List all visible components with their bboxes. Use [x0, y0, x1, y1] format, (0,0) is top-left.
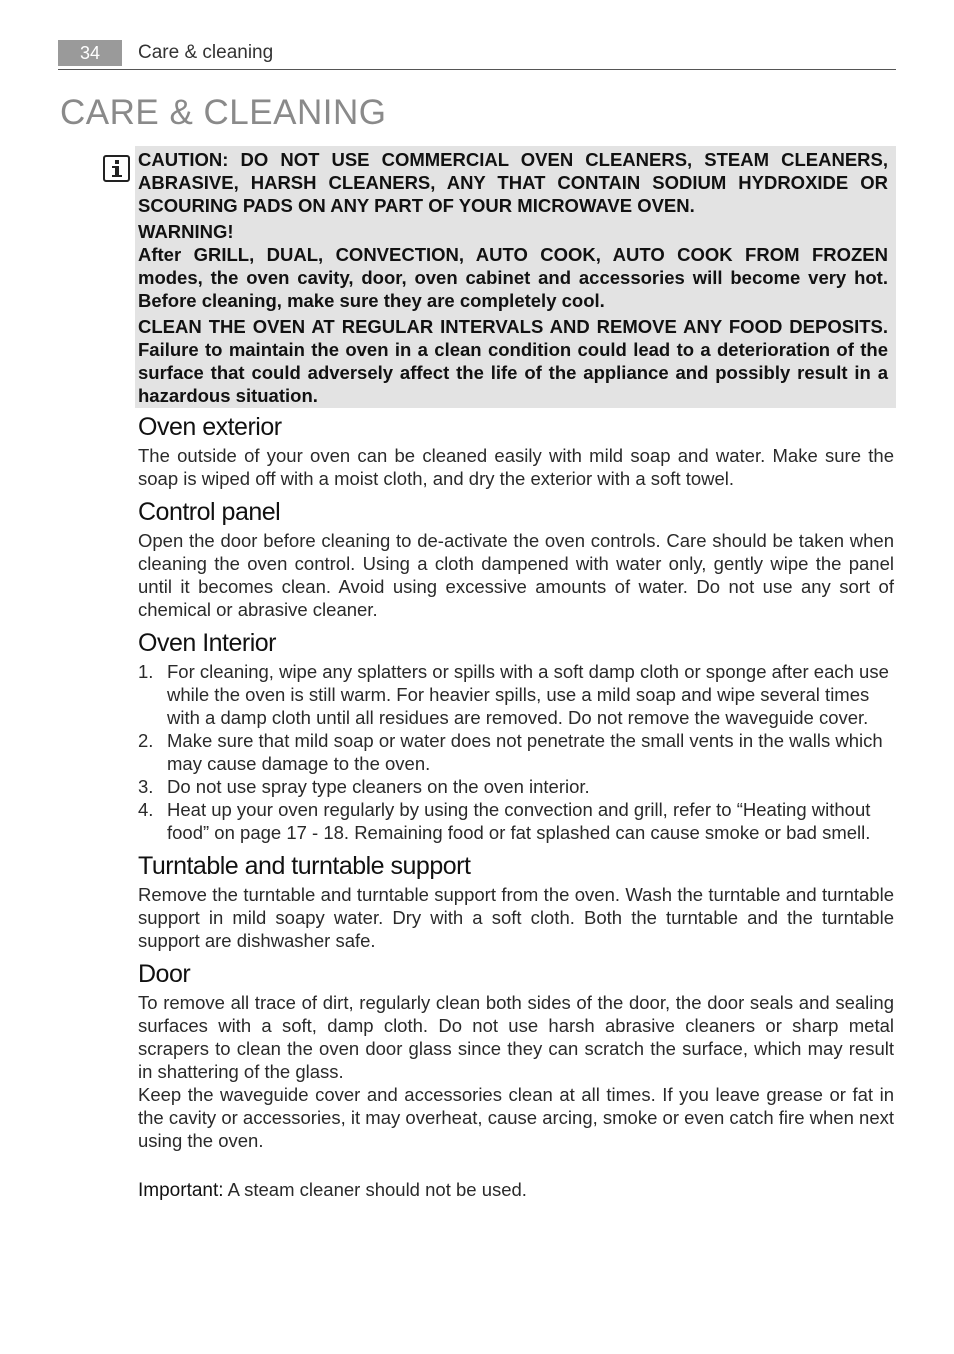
list-item [138, 660, 894, 729]
interior-list [138, 660, 894, 844]
important-note [138, 1178, 894, 1202]
section-heading: Door [138, 960, 191, 988]
caution-text: CAUTION: DO NOT USE COMMERCIAL OVEN CLEANERS, STEAM CLEANERS, ABRASIVE, HARSH CLEANERS, ANY THAT CONTAIN SODIUM HYDROXIDE OR SCOURING PADS ON ANY PART OF YOUR MICROWAVE OVEN. [138, 149, 888, 216]
list-number: 2. [138, 730, 154, 751]
content [138, 410, 894, 1207]
page-header [58, 40, 896, 70]
section-text: Open the door before cleaning to de-activate the oven controls. Care should be taken when cleaning the oven control. Using a cloth dampened with water only, gently wipe the panel until it becomes clean. Avoid using excessive amounts of water. Do not use any sort of chemical or abrasive cleaner. [138, 530, 894, 620]
section-oven-interior [138, 626, 894, 844]
section-heading: Oven Interior [138, 629, 277, 657]
info-icon [103, 155, 130, 182]
caution-box [135, 146, 896, 408]
spacer [138, 1152, 894, 1175]
list-item [138, 775, 894, 798]
section-control-panel [138, 495, 894, 621]
page-number: 34 [58, 40, 122, 66]
section-heading: Turntable and turntable support [138, 852, 471, 880]
section-oven-exterior [138, 410, 894, 490]
list-text: Make sure that mild soap or water does not penetrate the small vents in the walls which may cause damage to the oven. [167, 730, 883, 774]
list-item [138, 798, 894, 844]
list-item [138, 729, 894, 775]
page-title: CARE & CLEANING [60, 93, 387, 132]
list-number: 3. [138, 776, 154, 797]
list-text: For cleaning, wipe any splatters or spills with a soft damp cloth or sponge after each use while the oven is still warm. For heavier spills, use a mild soap and wipe several times with a damp cloth until all residues are removed. Do not remove the waveguide cover. [167, 661, 889, 728]
section-heading: Oven exterior [138, 413, 282, 441]
section-heading: Control panel [138, 498, 281, 526]
section-turntable [138, 849, 894, 952]
important-text: A steam cleaner should not be used. [223, 1179, 527, 1200]
section-text: The outside of your oven can be cleaned easily with mild soap and water. Make sure the soap is wiped off with a moist cloth, and dry the exterior with a soft towel. [138, 445, 894, 489]
important-label: Important: [138, 1180, 224, 1201]
warning-text: After GRILL, DUAL, CONVECTION, AUTO COOK, AUTO COOK FROM FROZEN modes, the oven cavity, door, oven cabinet and accessories will become very hot. Before cleaning, make sure they are completely cool. [138, 244, 888, 311]
clean-text: CLEAN THE OVEN AT REGULAR INTERVALS AND REMOVE ANY FOOD DEPOSITS. Failure to maintain the oven in a clean condition could lead to a deterioration of the surface that could adversely affect the life of the appliance and possibly result in a hazardous situation. [138, 316, 888, 406]
section-text: To remove all trace of dirt, regularly clean both sides of the door, the door seals and sealing surfaces with a soft, damp cloth. Do not use harsh abrasive cleaners or sharp metal scrapers to clean the oven door glass since they can scratch the surface, which may result in shattering of the glass. [138, 992, 894, 1082]
warning-label: WARNING! [138, 221, 234, 242]
list-number: 1. [138, 661, 154, 682]
section-door [138, 957, 894, 1202]
section-text: Keep the waveguide cover and accessories clean at all times. If you leave grease or fat in the cavity or accessories, it may overheat, cause arcing, smoke or even catch fire when next using the oven. [138, 1084, 894, 1151]
list-number: 4. [138, 799, 154, 820]
section-text: Remove the turntable and turntable support from the oven. Wash the turntable and turntable support in mild soapy water. Dry with a soft cloth. Both the turntable and the turntable support are dishwasher safe. [138, 884, 894, 951]
header-section-title: Care & cleaning [138, 42, 274, 63]
list-text: Heat up your oven regularly by using the convection and grill, refer to “Heating without food” on page 17 - 18. Remaining food or fat splashed can cause smoke or bad smell. [167, 799, 871, 843]
list-text: Do not use spray type cleaners on the oven interior. [167, 776, 590, 797]
